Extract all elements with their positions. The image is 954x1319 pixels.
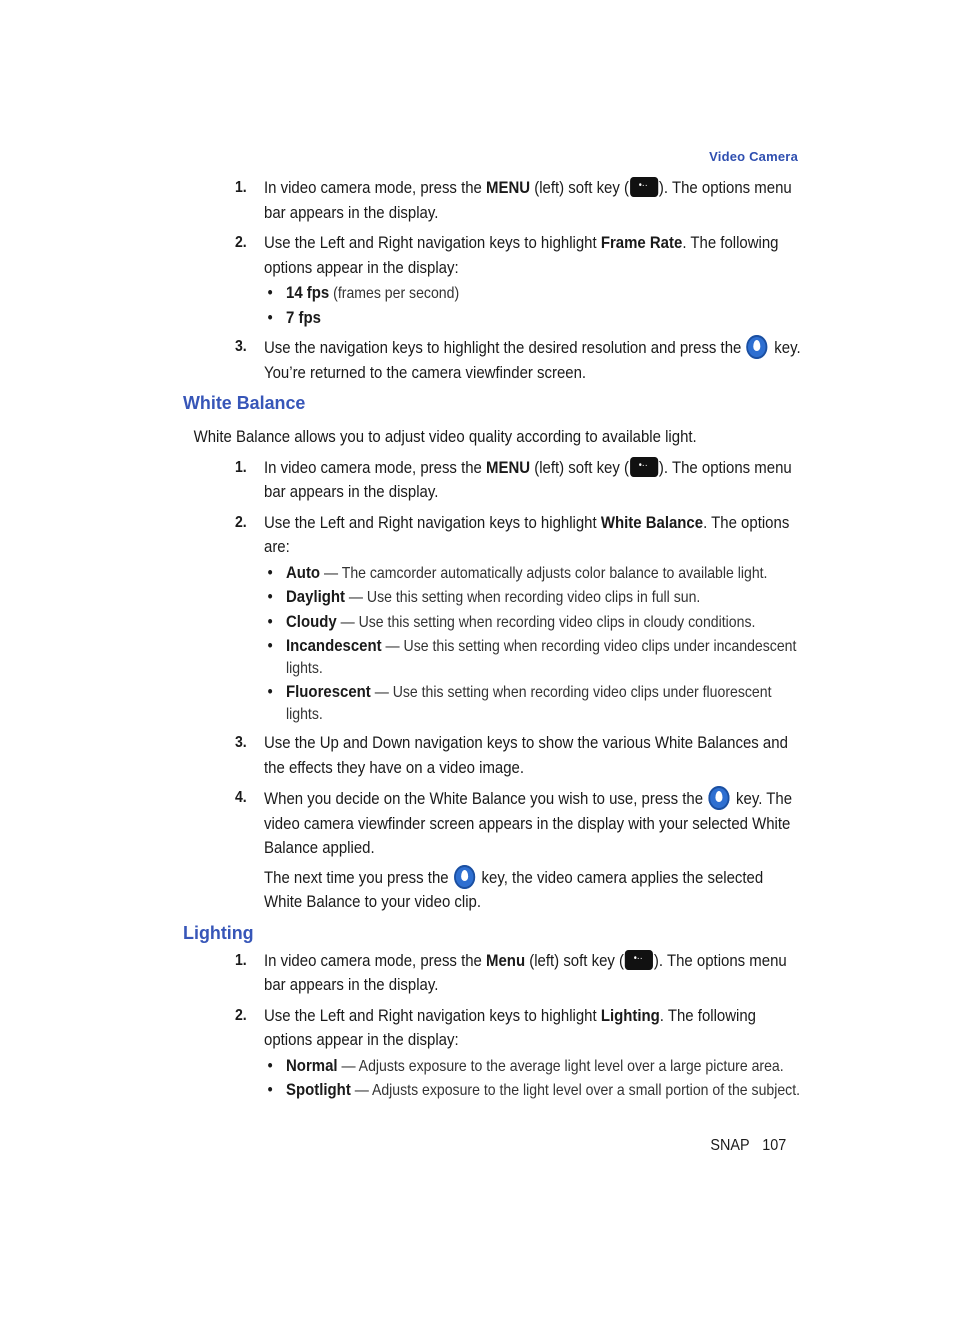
menu-soft-key-icon (625, 950, 653, 970)
ok-key-icon (746, 335, 767, 359)
option-list (264, 1055, 801, 1102)
step-item (234, 456, 801, 505)
step-text: In video camera mode, press the (264, 178, 487, 197)
menu-soft-key-icon (630, 457, 658, 477)
step-text: Use the Left and Right navigation keys to highlight (264, 512, 601, 532)
page-content (0, 176, 840, 1108)
key-name: Menu (486, 950, 526, 970)
note-paragraph (264, 865, 801, 915)
section-intro: White Balance allows you to adjust video quality according to available light. (193, 427, 697, 446)
step-number: 1. (234, 458, 247, 476)
step-text: In video camera mode, press the (264, 950, 487, 970)
note-text: The next time you press the (264, 867, 453, 887)
step-item (234, 786, 801, 915)
step-text: . The options are: (264, 512, 790, 556)
step-number: 4. (234, 789, 247, 806)
step-text: Use the Left and Right navigation keys to highlight (264, 233, 601, 252)
option-list (264, 562, 801, 726)
step-item (234, 511, 801, 726)
step-item (234, 231, 801, 329)
option-term: Daylight (286, 587, 346, 606)
list-item (264, 562, 805, 585)
option-desc: — Use this setting when recording video clips under incandescent lights. (286, 638, 797, 677)
page-number: 107 (761, 1137, 786, 1154)
option-name: Lighting (600, 1005, 660, 1025)
step-text: key. You’re returned to the camera viewfinder screen. (264, 338, 801, 382)
step-text: Use the Left and Right navigation keys to highlight (264, 1005, 601, 1025)
option-desc: — The camcorder automatically adjusts color balance to available light. (320, 564, 768, 582)
page-footer (698, 1137, 786, 1155)
option-desc: — Adjusts exposure to the average light level over a large picture area. (337, 1057, 784, 1075)
option-term: 7 fps (286, 307, 321, 327)
option-desc: — Use this setting when recording video clips under fluorescent lights. (286, 684, 772, 723)
step-item (234, 176, 801, 225)
key-name: MENU (486, 178, 531, 197)
step-number: 2. (234, 234, 247, 251)
option-term: Normal (286, 1055, 338, 1075)
step-text: When you decide on the White Balance you wish to use, press the (264, 789, 708, 808)
step-number: 3. (234, 734, 247, 751)
ok-key-icon (454, 865, 475, 889)
step-text: key. The video camera viewfinder screen appears in the display with your selected White Balance applied. (264, 789, 793, 857)
list-item (264, 1079, 805, 1102)
step-text: Use the Up and Down navigation keys to show the various White Balances and the effects they have on a video image. (264, 733, 788, 777)
step-item (234, 1004, 801, 1102)
menu-soft-key-icon (630, 177, 658, 197)
step-number: 1. (234, 179, 247, 196)
option-desc: — Use this setting when recording video clips in cloudy conditions. (336, 613, 756, 631)
footer-label: SNAP (710, 1137, 750, 1154)
list-item (264, 1055, 805, 1078)
step-text: . The following options appear in the display: (264, 1005, 757, 1049)
option-name: White Balance (600, 512, 704, 532)
option-term: Incandescent (286, 636, 382, 655)
list-item (264, 635, 805, 679)
list-item (264, 307, 805, 330)
option-term: Fluorescent (286, 682, 371, 701)
running-head: Video Camera (709, 149, 798, 164)
step-text: ). The options menu bar appears in the display. (264, 178, 792, 222)
step-text: In video camera mode, press the (264, 457, 487, 477)
step-number: 2. (234, 1006, 247, 1024)
option-term: 14 fps (286, 283, 330, 302)
step-text: ). The options menu bar appears in the display. (264, 950, 787, 994)
ok-key-icon (708, 786, 729, 810)
option-term: Spotlight (286, 1080, 351, 1099)
list-item (264, 611, 805, 634)
step-number: 1. (234, 951, 247, 969)
section-heading-lighting: Lighting (183, 922, 254, 943)
step-item (234, 731, 801, 780)
step-text: . The following options appear in the display: (264, 233, 779, 277)
option-name: Frame Rate (600, 233, 683, 252)
step-text: Use the navigation keys to highlight the desired resolution and press the (264, 338, 746, 357)
option-list (264, 282, 801, 329)
step-number: 3. (234, 338, 247, 355)
list-item (264, 586, 805, 609)
step-item (234, 335, 801, 385)
option-desc: — Use this setting when recording video clips in full sun. (345, 589, 701, 606)
key-name: MENU (486, 457, 531, 477)
step-text: ). The options menu bar appears in the display. (264, 457, 792, 501)
note-text: key, the video camera applies the selected White Balance to your video clip. (264, 867, 764, 911)
option-term: Auto (286, 562, 321, 582)
step-number: 2. (234, 513, 247, 531)
list-item (264, 681, 805, 725)
step-item (234, 949, 801, 998)
section-heading-white-balance: White Balance (183, 393, 306, 413)
option-desc: — Adjusts exposure to the light level over a small portion of the subject. (350, 1082, 801, 1099)
step-text: (left) soft key ( (530, 457, 630, 477)
step-text: (left) soft key ( (525, 950, 625, 970)
step-text: (left) soft key ( (530, 178, 630, 197)
option-term: Cloudy (286, 611, 337, 631)
option-desc: (frames per second) (329, 285, 460, 302)
list-item (264, 282, 805, 305)
